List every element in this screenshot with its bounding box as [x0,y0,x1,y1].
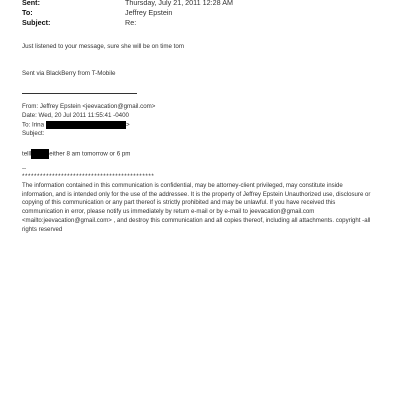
sent-label: Sent: [22,0,40,7]
to-row [22,8,322,17]
subject-label: Subject: [22,18,51,27]
sent-value: Thursday, July 21, 2011 12:28 AM [125,0,234,7]
to-value: Jeffrey Epstein [125,8,173,17]
redaction-block [46,121,126,129]
quoted-message-prefix: telll [22,150,32,158]
to-label: To: [22,8,33,17]
quoted-to-prefix: To: Irina [22,121,45,129]
redaction-block [31,149,49,159]
dash-separator: -- [22,165,27,172]
subject-value: Re: [125,18,137,27]
quoted-to-suffix: > [126,121,130,129]
quoted-message-suffix: either 8 am tomorrow or 6 pm [49,150,131,158]
signature-text: Sent via BlackBerry from T-Mobile [22,70,116,77]
separator-line [22,93,137,94]
star-separator: ******************************************** [22,173,155,180]
quoted-subject: Subject: [22,130,45,137]
disclaimer-text: The information contained in this communication is confidential, may be attorney-client privileged, may constitute inside information, and is intended only for the use of the addressee. It is the property of Jeffrey Epstein Unauthorized use, disclosure or copying of this communication or any part thereof is strictly prohibited and may be unlawful. If you have received this communication in error, please notify us immediately by return e-mail or by e-mail to jeevacation@gmail.com <mailto:jeevacation@gmail.com> , and destroy this communication and all copies thereof, including all attachments. copyright -all rights reserved [22,182,371,233]
quoted-from: From: Jeffrey Epstein <jeevacation@gmail.com> [22,103,156,110]
message-text: Just listened to your message, sure she will be on time tom [22,43,184,50]
quoted-to [22,121,130,129]
subject-row [22,18,322,27]
quoted-message [22,149,130,159]
sent-row [22,0,322,7]
quoted-date: Date: Wed, 20 Jul 2011 11:55:41 -0400 [22,112,129,119]
